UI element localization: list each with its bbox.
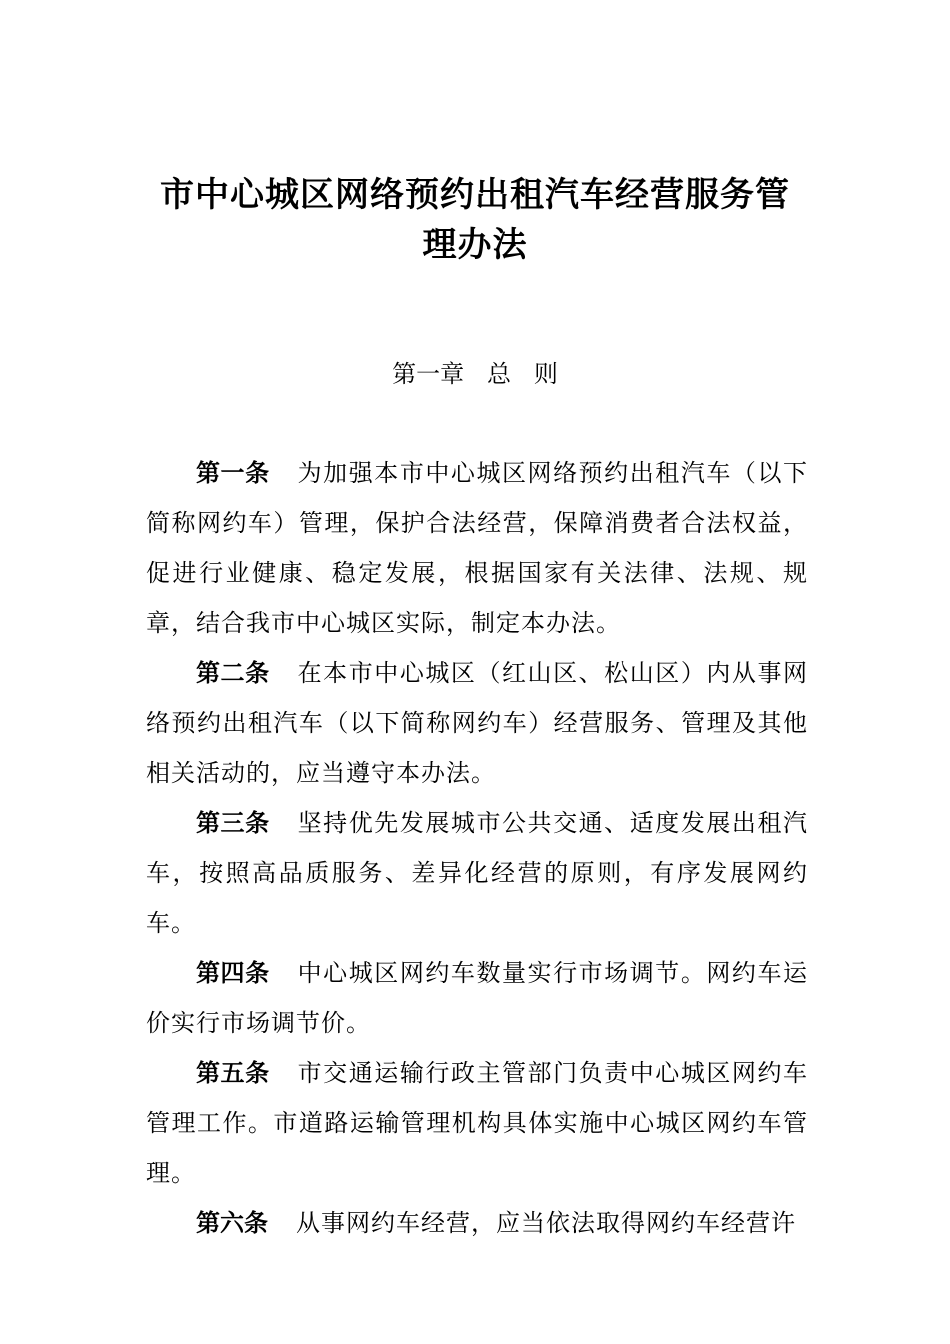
article-6: [146, 1198, 808, 1248]
article-label: 第六条: [196, 1209, 268, 1237]
article-text: 市交通运输行政主管部门负责中心城区网约车管理工作。市道路运输管理机构具体实施中心城区网约车管理。: [146, 1059, 809, 1187]
article-3: [146, 798, 808, 948]
document-title: [140, 170, 810, 270]
chapter-heading: 第一章 总 则: [392, 360, 558, 388]
article-text: 坚持优先发展城市公共交通、适度发展出租汽车，按照高品质服务、差异化经营的原则，有序发展网约车。: [146, 809, 809, 937]
article-label: 第一条: [196, 459, 270, 487]
article-1: [146, 448, 808, 648]
article-4: [146, 948, 808, 1048]
article-2: [146, 648, 808, 798]
article-text: 中心城区网约车数量实行市场调节。网约车运价实行市场调节价。: [146, 959, 809, 1037]
article-text: 从事网约车经营，应当依法取得网约车经营许: [296, 1209, 796, 1237]
document-body: [146, 448, 808, 1248]
article-text: 为加强本市中心城区网络预约出租汽车（以下简称网约车）管理，保护合法经营，保障消费者合法权益，促进行业健康、稳定发展，根据国家有关法律、法规、规章，结合我市中心城区实际，制定本办法。: [146, 459, 809, 637]
article-text: 在本市中心城区（红山区、松山区）内从事网络预约出租汽车（以下简称网约车）经营服务、管理及其他相关活动的，应当遵守本办法。: [146, 659, 809, 787]
article-5: [146, 1048, 808, 1198]
article-label: 第三条: [196, 809, 270, 837]
title-line-2: 理办法: [422, 225, 528, 265]
title-line-1: 市中心城区网络预约出租汽车经营服务管: [160, 175, 790, 215]
article-label: 第二条: [196, 659, 270, 687]
article-label: 第四条: [196, 959, 270, 987]
article-label: 第五条: [196, 1059, 270, 1087]
